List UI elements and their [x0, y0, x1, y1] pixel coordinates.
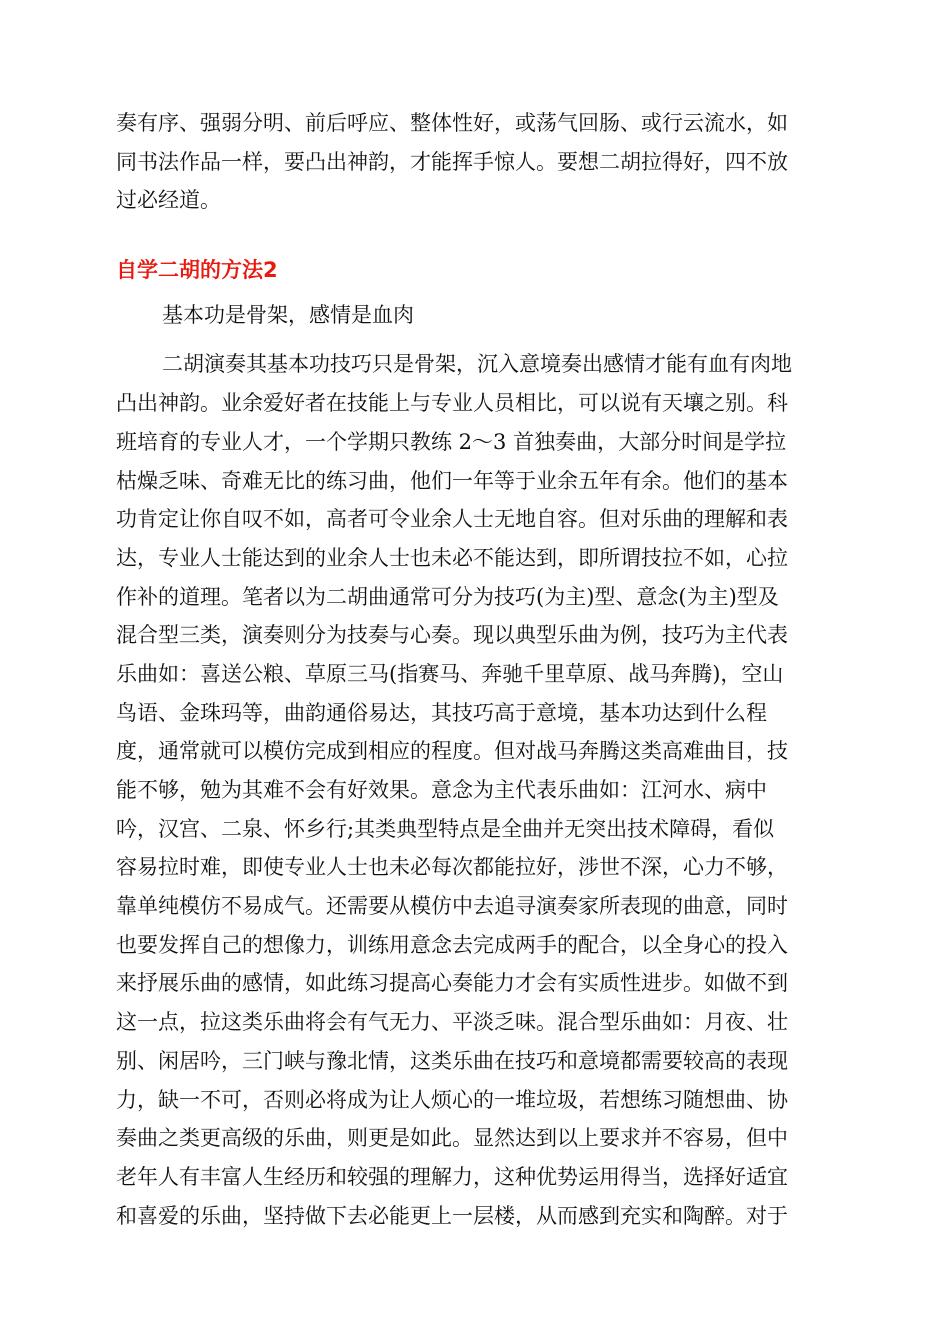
text-line: 同书法作品一样，要凸出神韵，才能挥手惊人。要想二胡拉得好，四不放	[116, 149, 788, 174]
text-line: 二胡演奏其基本功技巧只是骨架，沉入意境奏出感情才能有血有肉地	[162, 352, 792, 377]
text-line: 容易拉时难，即使专业人士也未必每次都能拉好，涉世不深，心力不够，	[116, 855, 788, 880]
text-line: 力，缺一不可，否则必将成为让人烦心的一堆垃圾，若想练习随想曲、协	[116, 1087, 788, 1112]
text-line: 也要发挥自己的想像力，训练用意念去完成两手的配合，以全身心的投入	[116, 932, 788, 957]
text-line: 别、闲居吟，三门峡与豫北情，这类乐曲在技巧和意境都需要较高的表现	[116, 1048, 788, 1073]
text-line: 功肯定让你自叹不如，高者可令业余人士无地自容。但对乐曲的理解和表	[116, 507, 788, 532]
text-line: 作补的道理。笔者以为二胡曲通常可分为技巧(为主)型、意念(为主)型及	[116, 584, 779, 609]
text-line: 靠单纯模仿不易成气。还需要从模仿中去追寻演奏家所表现的曲意，同时	[116, 894, 788, 919]
body-paragraph	[116, 345, 836, 1235]
text-line: 这一点，拉这类乐曲将会有气无力、平淡乏味。混合型乐曲如：月夜、壮	[116, 1010, 788, 1035]
text-line: 凸出神韵。业余爱好者在技能上与专业人员相比，可以说有天壤之别。科	[116, 391, 788, 416]
text-line: 来抒展乐曲的感情，如此练习提高心奏能力才会有实质性进步。如做不到	[116, 971, 788, 996]
text-line: 达，专业人士能达到的业余人士也未必不能达到，即所谓技拉不如，心拉	[116, 545, 788, 570]
text-line: 乐曲如：喜送公粮、草原三马(指赛马、奔驰千里草原、战马奔腾)，空山	[116, 661, 784, 686]
text-line: 度，通常就可以模仿完成到相应的程度。但对战马奔腾这类高难曲目，技	[116, 739, 788, 764]
section-subheading: 基本功是骨架，感情是血肉	[162, 302, 414, 327]
text-line: 能不够，勉为其难不会有好效果。意念为主代表乐曲如：江河水、病中	[116, 778, 767, 802]
document-page	[116, 104, 836, 1235]
text-line: 奏有序、强弱分明、前后呼应、整体性好，或荡气回肠、或行云流水，如	[116, 111, 788, 135]
text-line: 鸟语、金珠玛等，曲韵通俗易达，其技巧高于意境，基本功达到什么程	[116, 700, 767, 725]
text-line: 班培育的专业人才，一个学期只教练 2～3 首独奏曲，大部分时间是学拉	[116, 429, 787, 454]
text-line: 吟，汉宫、二泉、怀乡行;其类典型特点是全曲并无突出技术障碍，看似	[116, 816, 775, 841]
text-line: 混合型三类，演奏则分为技奏与心奏。现以典型乐曲为例，技巧为主代表	[116, 623, 788, 648]
text-line: 和喜爱的乐曲，坚持做下去必能更上一层楼，从而感到充实和陶醉。对于	[116, 1203, 788, 1228]
intro-paragraph	[116, 104, 836, 220]
text-line: 过必经道。	[116, 188, 221, 213]
section-heading: 自学二胡的方法2	[116, 258, 278, 283]
text-line: 奏曲之类更高级的乐曲，则更是如此。显然达到以上要求并不容易，但中	[116, 1126, 788, 1151]
text-line: 老年人有丰富人生经历和较强的理解力，这种优势运用得当，选择好适宜	[116, 1164, 788, 1189]
text-line: 枯燥乏味、奇难无比的练习曲，他们一年等于业余五年有余。他们的基本	[116, 468, 788, 493]
